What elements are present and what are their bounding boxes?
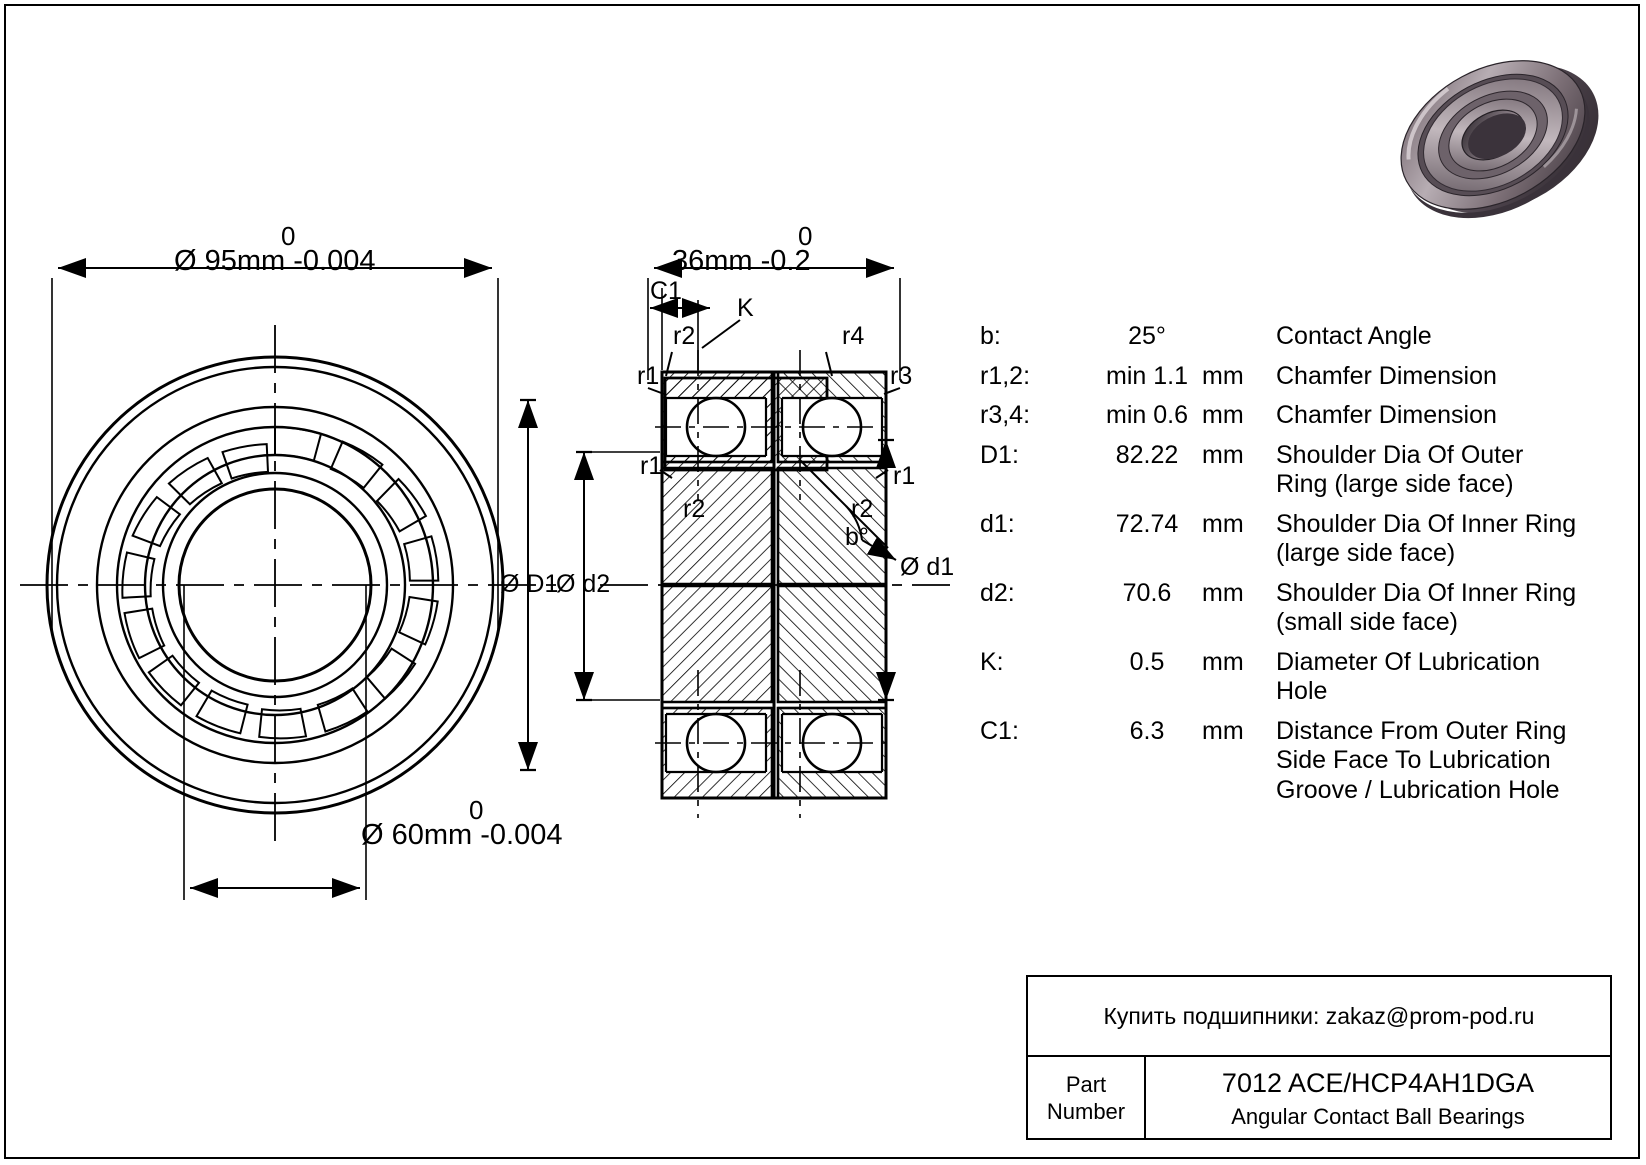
callout-contact-angle: b° <box>845 523 869 551</box>
callout-r2-inner-right: r2 <box>851 495 874 523</box>
spec-description: Chamfer Dimension <box>1276 361 1497 390</box>
outer-diameter-value: Ø 95mm -0.004 <box>174 245 376 277</box>
spec-row-d2 <box>980 579 1580 638</box>
callout-k: K <box>737 294 754 322</box>
spec-value: 82.22 <box>1115 440 1179 469</box>
callout-r1-inner-right: r1 <box>893 462 916 490</box>
part-number-label <box>1028 1057 1146 1140</box>
callout-r3: r3 <box>890 362 913 390</box>
spec-value: 72.74 <box>1115 509 1179 538</box>
part-type-value: Angular Contact Ball Bearings <box>1231 1103 1525 1129</box>
spec-row-D1 <box>980 441 1580 500</box>
outer-diameter-tolerance: 0 <box>281 221 296 251</box>
callout-r1-inner-left: r1 <box>640 452 663 480</box>
front-view <box>20 325 560 845</box>
contact-line: Купить подшипники: zakaz@prom-pod.ru <box>1103 1002 1535 1029</box>
spec-value: min 1.1 <box>1106 361 1188 390</box>
callout-d2: Ø d2 <box>556 570 611 598</box>
spec-symbol: r3,4: <box>980 401 1031 429</box>
spec-symbol: K: <box>980 647 1004 676</box>
leader-k <box>702 320 740 348</box>
spec-description: Shoulder Dia Of Inner Ring (small side face) <box>1276 578 1577 636</box>
callout-r4: r4 <box>842 322 865 350</box>
spec-description: Distance From Outer Ring Side Face To Lubrication Groove / Lubrication Hole <box>1276 716 1567 804</box>
spec-description: Diameter Of Lubrication Hole <box>1276 647 1541 705</box>
spec-row-C1 <box>980 717 1580 806</box>
spec-unit: mm <box>1202 647 1244 676</box>
callout-r2-inner-left: r2 <box>683 495 706 523</box>
spec-value: 6.3 <box>1129 716 1165 745</box>
spec-unit: mm <box>1202 509 1244 538</box>
callout-c1: C1 <box>650 277 682 305</box>
spec-description: Contact Angle <box>1276 322 1432 350</box>
callout-r2-top-left: r2 <box>673 322 696 350</box>
callout-D1: Ø D1 <box>500 570 559 598</box>
spec-row-r12 <box>980 362 1580 392</box>
spec-symbol: D1: <box>980 440 1019 469</box>
callout-d1: Ø d1 <box>900 553 955 581</box>
width-value: 36mm -0.2 <box>672 245 811 277</box>
bearing-3d-image <box>1378 35 1608 235</box>
spec-unit: mm <box>1202 361 1244 390</box>
part-info <box>1146 1057 1610 1140</box>
spec-unit: mm <box>1202 716 1244 745</box>
spec-symbol: b: <box>980 322 1001 350</box>
specification-table <box>980 322 1580 815</box>
spec-description: Shoulder Dia Of Inner Ring (large side face) <box>1276 509 1577 567</box>
part-label-line1: Part <box>1065 1072 1107 1098</box>
spec-row-b <box>980 322 1580 352</box>
callout-r1-left-top: r1 <box>637 362 660 390</box>
spec-description: Chamfer Dimension <box>1276 401 1497 429</box>
spec-row-K <box>980 648 1580 707</box>
spec-symbol: d1: <box>980 509 1015 538</box>
part-number-value: 7012 ACE/HCP4AH1DGA <box>1221 1067 1535 1098</box>
spec-value: 0.5 <box>1129 647 1165 676</box>
spec-symbol: r1,2: <box>980 361 1031 390</box>
spec-description: Shoulder Dia Of Outer Ring (large side face) <box>1276 440 1524 498</box>
spec-symbol: C1: <box>980 716 1019 745</box>
spec-value: min 0.6 <box>1106 401 1188 429</box>
title-block-part <box>1028 1057 1610 1140</box>
spec-value: 25° <box>1128 322 1166 350</box>
section-view-detail <box>600 350 950 818</box>
spec-unit: mm <box>1202 578 1244 607</box>
spec-symbol: d2: <box>980 578 1015 607</box>
spec-row-r34 <box>980 401 1580 431</box>
width-tolerance: 0 <box>798 221 813 251</box>
spec-unit: mm <box>1202 401 1244 429</box>
bore-diameter-value: Ø 60mm -0.004 <box>361 819 563 851</box>
spec-value: 70.6 <box>1122 578 1172 607</box>
bore-diameter-tolerance: 0 <box>469 795 484 825</box>
title-block <box>1026 975 1612 1140</box>
spec-row-d1 <box>980 510 1580 569</box>
spec-unit: mm <box>1202 440 1244 469</box>
title-block-contact <box>1028 977 1610 1057</box>
part-label-line2: Number <box>1046 1098 1126 1124</box>
